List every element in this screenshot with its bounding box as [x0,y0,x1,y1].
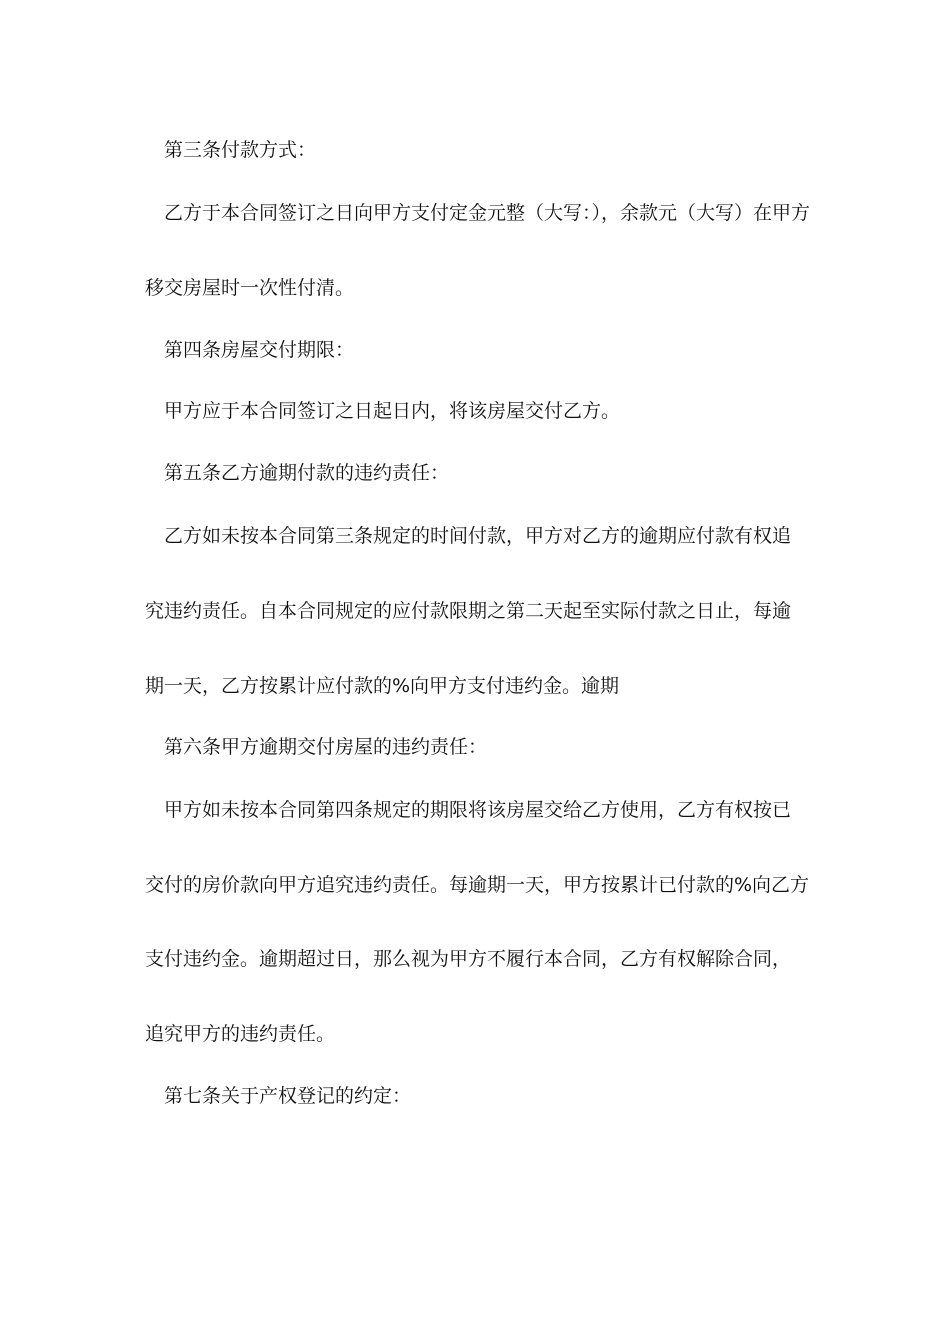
section-heading-article-4: 第四条房屋交付期限： [164,339,355,361]
paragraph-line: 究违约责任。自本合同规定的应付款限期之第二天起至实际付款之日止，每逾 [145,600,792,622]
paragraph-line: 支付违约金。逾期超过日，那么视为甲方不履行本合同，乙方有权解除合同， [145,948,792,970]
section-heading-article-3: 第三条付款方式： [164,139,317,161]
paragraph-line: 乙方于本合同签订之日向甲方支付定金元整（大写：），余款元（大写）在甲方 [164,202,811,224]
section-heading-article-6: 第六条甲方逾期交付房屋的违约责任： [164,736,488,758]
paragraph-line: 甲方如未按本合同第四条规定的期限将该房屋交给乙方使用，乙方有权按已 [164,799,792,821]
paragraph-line: 乙方如未按本合同第三条规定的时间付款，甲方对乙方的逾期应付款有权追 [164,525,792,547]
paragraph-line: 交付的房价款向甲方追究违约责任。每逾期一天，甲方按累计已付款的%向乙方 [145,874,810,896]
paragraph-line: 甲方应于本合同签订之日起日内，将该房屋交付乙方。 [164,400,621,422]
paragraph-line: 追究甲方的违约责任。 [145,1023,336,1045]
paragraph-line: 移交房屋时一次性付清。 [145,277,355,299]
section-heading-article-5: 第五条乙方逾期付款的违约责任： [164,462,450,484]
section-heading-article-7: 第七条关于产权登记的约定： [164,1085,412,1107]
paragraph-line: 期一天，乙方按累计应付款的%向甲方支付违约金。逾期 [145,675,620,697]
